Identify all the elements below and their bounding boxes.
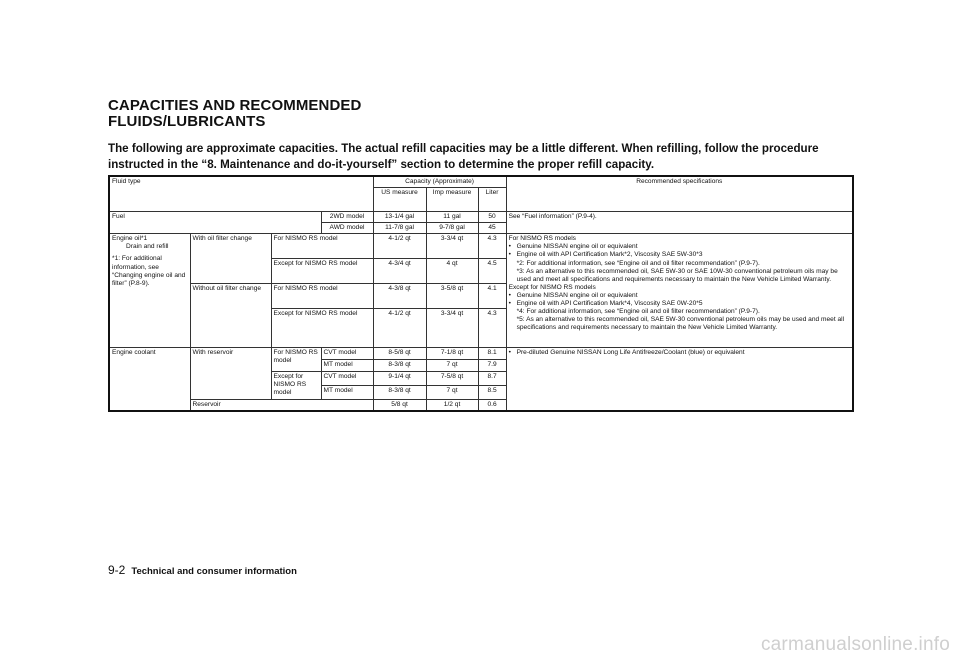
header-liter: Liter	[478, 188, 506, 212]
fuel-imp: 11 gal	[426, 212, 478, 223]
coolant-trans: CVT model	[321, 348, 373, 360]
header-capacity: Capacity (Approximate)	[373, 176, 506, 188]
capacities-table	[108, 175, 854, 412]
oil-model: For NISMO RS model	[271, 284, 373, 309]
reservoir-liter: 0.6	[478, 399, 506, 411]
coolant-liter: 8.5	[478, 385, 506, 399]
fuel-spec: See “Fuel information” (P.9-4).	[506, 212, 853, 234]
oil-us: 4-3/4 qt	[373, 259, 426, 284]
coolant-nismo-label: For NISMO RS model	[271, 348, 321, 372]
oil-liter: 4.5	[478, 259, 506, 284]
header-us-measure: US measure	[373, 188, 426, 212]
oil-spec-nismo-heading: For NISMO RS models	[508, 235, 576, 243]
heading-line-2: FLUIDS/LUBRICANTS	[108, 113, 266, 130]
coolant-us: 8-3/8 qt	[373, 360, 426, 372]
with-reservoir-label: With reservoir	[190, 348, 271, 399]
oil-liter: 4.1	[478, 284, 506, 309]
coolant-trans: CVT model	[321, 372, 373, 386]
coolant-us: 8-3/8 qt	[373, 385, 426, 399]
coolant-us: 8-5/8 qt	[373, 348, 426, 360]
coolant-liter: 7.9	[478, 360, 506, 372]
header-fluid-type: Fluid type	[109, 176, 373, 212]
reservoir-us: 5/8 qt	[373, 399, 426, 411]
oil-spec-note: *3: As an alternative to this recommended oil, SAE 5W-30 or SAE 10W-30 conventional petroleum oils may be used and meet all specifications and requirements necessary to maintain the New Vehicle Limited Warranty.	[516, 267, 838, 283]
oil-imp: 3-5/8 qt	[426, 284, 478, 309]
fuel-label: Fuel	[109, 212, 321, 234]
oil-spec-note: *2: For additional information, see “Engine oil and oil filter recommendation” (P.9-7).	[516, 259, 760, 267]
coolant-us: 9-1/4 qt	[373, 372, 426, 386]
oil-us: 4-1/2 qt	[373, 309, 426, 348]
oil-imp: 3-3/4 qt	[426, 309, 478, 348]
page-number: 9-2	[108, 563, 126, 577]
coolant-liter: 8.1	[478, 348, 506, 360]
coolant-imp: 7 qt	[426, 385, 478, 399]
fuel-us: 13-1/4 gal	[373, 212, 426, 223]
coolant-liter: 8.7	[478, 372, 506, 386]
table-row	[109, 212, 853, 223]
coolant-label: Engine coolant	[109, 348, 190, 411]
oil-liter: 4.3	[478, 234, 506, 259]
coolant-imp: 7-5/8 qt	[426, 372, 478, 386]
engine-oil-label: Engine oil*1	[112, 235, 148, 243]
coolant-spec-cell	[506, 348, 853, 411]
coolant-trans: MT model	[321, 360, 373, 372]
coolant-imp: 7 qt	[426, 360, 478, 372]
oil-spec-item: • Genuine NISSAN engine oil or equivalent	[509, 243, 850, 251]
engine-oil-sublabel: Drain and refill	[126, 243, 169, 251]
oil-model: For NISMO RS model	[271, 234, 373, 259]
fuel-model: AWD model	[321, 223, 373, 234]
section-title: Technical and consumer information	[131, 566, 297, 577]
oil-spec-item: • Engine oil with API Certification Mark*2, Viscosity SAE 5W-30*3	[509, 251, 850, 259]
table-row	[109, 348, 853, 360]
fuel-liter: 45	[478, 223, 506, 234]
oil-spec-item: • Genuine NISSAN engine oil or equivalent	[509, 292, 850, 300]
heading-line-1: CAPACITIES AND RECOMMENDED	[108, 97, 362, 114]
oil-imp: 4 qt	[426, 259, 478, 284]
oil-spec-note: *5: As an alternative to this recommended oil, SAE 5W-30 conventional petroleum oils may be used and meet all specifications and requirements necessary to maintain the New Vehicle Limited Warranty.	[516, 316, 845, 332]
oil-us: 4-3/8 qt	[373, 284, 426, 309]
engine-oil-spec	[506, 234, 853, 348]
reservoir-label: Reservoir	[190, 399, 373, 411]
reservoir-imp: 1/2 qt	[426, 399, 478, 411]
fuel-liter: 50	[478, 212, 506, 223]
oil-spec-except-heading: Except for NISMO RS models	[508, 283, 596, 291]
oil-spec-note: *4: For additional information, see “Engine oil and oil filter recommendation” (P.9-7).	[516, 308, 760, 316]
page-heading	[108, 98, 361, 130]
oil-model: Except for NISMO RS model	[271, 259, 373, 284]
header-imp-measure: Imp measure	[426, 188, 478, 212]
with-oil-filter-label: With oil filter change	[190, 234, 271, 284]
watermark: carmanualsonline.info	[760, 634, 950, 655]
coolant-trans: MT model	[321, 385, 373, 399]
coolant-spec: • Pre-diluted Genuine NISSAN Long Life Antifreeze/Coolant (blue) or equivalent	[509, 349, 850, 357]
page-footer	[108, 563, 297, 577]
coolant-except-label: Except for NISMO RS model	[271, 372, 321, 399]
fuel-model: 2WD model	[321, 212, 373, 223]
table-row	[109, 234, 853, 259]
oil-us: 4-1/2 qt	[373, 234, 426, 259]
oil-imp: 3-3/4 qt	[426, 234, 478, 259]
intro-paragraph: The following are approximate capacities. The actual refill capacities may be a little different. When refilling, follow the procedure instructed in the “8. Maintenance and do-it-yourself” section to determine the proper refill capacity.	[108, 142, 819, 171]
without-oil-filter-label: Without oil filter change	[190, 284, 271, 348]
oil-liter: 4.3	[478, 309, 506, 348]
engine-oil-note: *1: For additional information, see “Changing engine oil and filter” (P.8-9).	[112, 255, 186, 287]
oil-spec-item: • Engine oil with API Certification Mark*4, Viscosity SAE 0W-20*5	[509, 300, 850, 308]
fuel-us: 11-7/8 gal	[373, 223, 426, 234]
fuel-imp: 9-7/8 gal	[426, 223, 478, 234]
coolant-imp: 7-1/8 qt	[426, 348, 478, 360]
header-recommended: Recommended specifications	[506, 176, 853, 212]
oil-model: Except for NISMO RS model	[271, 309, 373, 348]
engine-oil-label-cell	[109, 234, 190, 348]
